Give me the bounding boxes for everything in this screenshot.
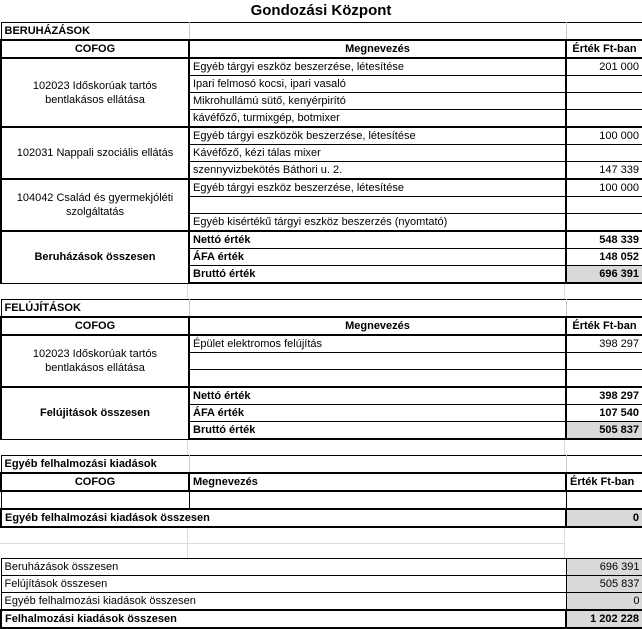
beruhazasok-table — [0, 22, 642, 284]
value-cell — [566, 93, 642, 110]
header-ertek: Érték Ft-ban — [566, 40, 642, 58]
header-cofog: COFOG — [1, 40, 189, 58]
header-megnevezes: Megnevezés — [189, 317, 566, 335]
egyeb-felhalmozasi-table — [0, 455, 642, 528]
value-cell — [566, 110, 642, 128]
megnevezes-cell — [189, 370, 566, 388]
header-ertek: Érték Ft-ban — [566, 473, 642, 491]
value-cell — [566, 76, 642, 93]
section-filler-cell — [566, 300, 642, 318]
afa-value-cell: 107 540 — [566, 405, 642, 422]
megnevezes-cell: Mikrohullámú sütő, kenyérpirító — [189, 93, 566, 110]
egyeb-total-label: Egyéb felhalmozási kiadások összesen — [1, 509, 566, 527]
megnevezes-cell: Kávéfőző, kézi tálas mixer — [189, 145, 566, 162]
grand-total-label: Felhalmozási kiadások összesen — [1, 610, 566, 628]
megnevezes-cell: Ipari felmosó kocsi, ipari vasaló — [189, 76, 566, 93]
empty-cofog-cell — [1, 491, 189, 509]
summary-grand-total-row — [1, 610, 642, 628]
megnevezes-cell: Egyéb tárgyi eszköz beszerzése, létesítése — [189, 179, 566, 197]
afa-value-cell: 148 052 — [566, 249, 642, 266]
section-filler-cell — [189, 300, 566, 318]
value-cell — [566, 214, 642, 232]
netto-label-cell: Nettó érték — [189, 231, 566, 249]
brutto-label-cell: Bruttó érték — [189, 266, 566, 284]
cofog-total-cell: Beruházások összesen — [1, 231, 189, 283]
value-cell: 100 000 — [566, 179, 642, 197]
cofog-total-cell: Felújitások összesen — [1, 387, 189, 439]
summary-row — [1, 593, 642, 611]
spacer-row — [0, 440, 642, 455]
brutto-value-cell: 505 837 — [566, 422, 642, 440]
brutto-label-cell: Bruttó érték — [189, 422, 566, 440]
value-cell: 147 339 — [566, 162, 642, 180]
section-filler-cell — [566, 456, 642, 474]
summary-row-value: 505 837 — [566, 576, 642, 593]
summary-row-value: 696 391 — [566, 559, 642, 576]
section-label-egyeb: Egyéb felhalmozási kiadások — [1, 456, 189, 474]
value-cell: 398 297 — [566, 335, 642, 353]
brutto-value-cell: 696 391 — [566, 266, 642, 284]
value-cell — [566, 370, 642, 388]
summary-row-label: Egyéb felhalmozási kiadások összesen — [1, 593, 566, 611]
value-cell: 100 000 — [566, 127, 642, 145]
megnevezes-cell: szennyvizbekötés Báthori u. 2. — [189, 162, 566, 180]
spacer-row — [0, 284, 642, 299]
megnevezes-cell: kávéfőző, turmixgép, botmixer — [189, 110, 566, 128]
cofog-cell: 102023 Időskorúak tartós bentlakásos ellátása — [1, 335, 189, 387]
section-label-felujitasok: FELÚJÍTÁSOK — [1, 300, 189, 318]
summary-row — [1, 576, 642, 593]
summary-row — [1, 559, 642, 576]
page-title: Gondozási Központ — [250, 2, 392, 19]
value-cell — [566, 145, 642, 162]
header-cofog: COFOG — [1, 473, 189, 491]
cofog-cell: 102031 Nappali szociális ellátás — [1, 127, 189, 179]
megnevezes-cell: Egyéb tárgyi eszközök beszerzése, létesítése — [189, 127, 566, 145]
felujitasok-table — [0, 299, 642, 440]
section-filler-cell — [189, 456, 566, 474]
empty-megnevezes-cell — [189, 491, 566, 509]
header-megnevezes: Megnevezés — [189, 473, 566, 491]
megnevezes-cell: Egyéb kisértékű tárgyi eszköz beszerzés (nyomtató) — [189, 214, 566, 232]
value-cell: 201 000 — [566, 58, 642, 76]
megnevezes-cell — [189, 353, 566, 370]
egyeb-total-value: 0 — [566, 509, 642, 527]
megnevezes-cell: Épület elektromos felújítás — [189, 335, 566, 353]
section-label-beruhazasok: BERUHÁZÁSOK — [1, 23, 189, 41]
summary-table — [0, 558, 642, 629]
empty-value-cell — [566, 491, 642, 509]
megnevezes-cell: Egyéb tárgyi eszköz beszerzése, létesítése — [189, 58, 566, 76]
netto-value-cell: 398 297 — [566, 387, 642, 405]
spacer-rows — [0, 528, 642, 558]
grand-total-value: 1 202 228 — [566, 610, 642, 628]
summary-row-value: 0 — [566, 593, 642, 611]
header-ertek: Érték Ft-ban — [566, 317, 642, 335]
megnevezes-cell — [189, 197, 566, 214]
cofog-cell: 104042 Család és gyermekjóléti szolgáltatás — [1, 179, 189, 231]
section-filler-cell — [189, 23, 566, 41]
cofog-cell: 102023 Időskorúak tartós bentlakásos ellátása — [1, 58, 189, 127]
summary-row-label: Beruházások összesen — [1, 559, 566, 576]
summary-row-label: Felújítások összesen — [1, 576, 566, 593]
value-cell — [566, 353, 642, 370]
netto-value-cell: 548 339 — [566, 231, 642, 249]
netto-label-cell: Nettó érték — [189, 387, 566, 405]
header-megnevezes: Megnevezés — [189, 40, 566, 58]
value-cell — [566, 197, 642, 214]
header-cofog: COFOG — [1, 317, 189, 335]
afa-label-cell: ÁFA érték — [189, 249, 566, 266]
section-filler-cell — [566, 23, 642, 41]
afa-label-cell: ÁFA érték — [189, 405, 566, 422]
